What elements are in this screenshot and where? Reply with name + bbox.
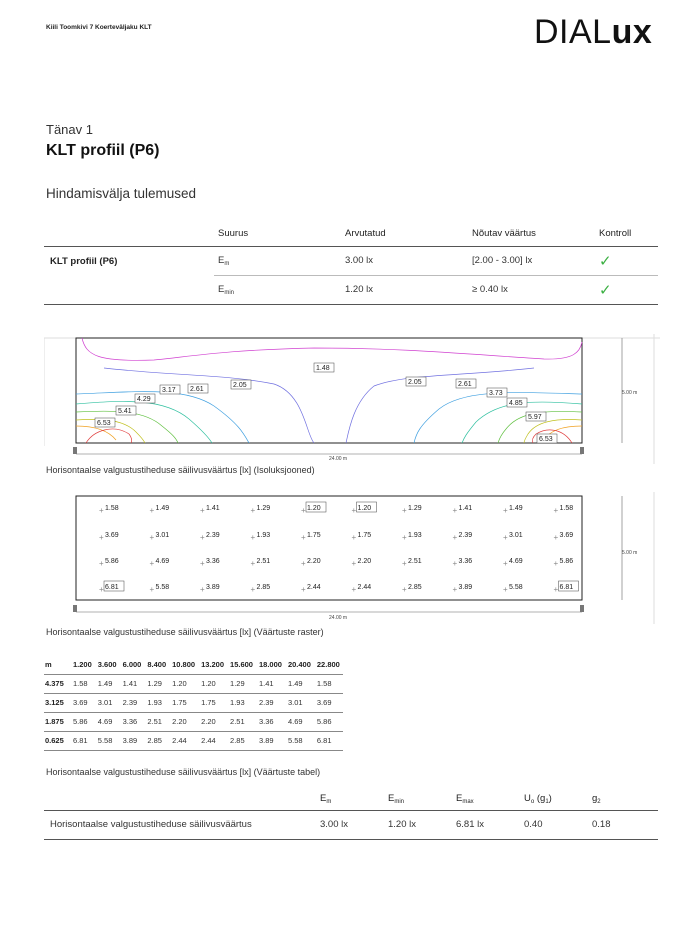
value-cell: 3.69 — [314, 693, 343, 712]
raster-value: 2.51 — [408, 558, 422, 565]
col-kontroll: Kontroll — [595, 222, 658, 246]
width-dimension: 24.00 m — [329, 615, 348, 621]
grid-point-icon: + — [149, 506, 155, 515]
raster-value: 5.86 — [559, 558, 574, 565]
value-cell: 4.69 — [95, 712, 120, 731]
x-header: 8.400 — [144, 655, 169, 674]
value-cell: 1.20 — [198, 674, 227, 693]
iso-caption: Horisontaalse valgustustiheduse säilivusväärtus [lx] (Isoluksjooned) — [46, 465, 315, 475]
raster-value: 1.29 — [408, 505, 422, 512]
raster-value: 2.20 — [357, 558, 372, 565]
value-cell: 2.85 — [144, 731, 169, 750]
value-cell: 5.58 — [95, 731, 120, 750]
col-arvutatud: Arvutatud — [341, 222, 468, 246]
summary-g2: 0.18 — [592, 810, 658, 839]
y-label: 1.875 — [44, 712, 70, 731]
grid-point-icon: + — [351, 506, 357, 515]
iso-label: 5.41 — [118, 408, 132, 415]
grid-point-icon: + — [99, 559, 104, 568]
iso-label: 3.73 — [489, 390, 503, 397]
grid-point-icon: + — [301, 533, 306, 542]
page-title: KLT profiil (P6) — [46, 142, 160, 159]
col-g2: $g_2$ — [592, 788, 658, 810]
section-title: Hindamisvälja tulemused — [46, 186, 197, 201]
value-table — [44, 655, 343, 751]
raster-value: 5.58 — [509, 584, 523, 591]
value-cell: 2.39 — [120, 693, 145, 712]
raster-value: 2.20 — [307, 558, 321, 565]
grid-point-icon: + — [149, 559, 155, 568]
value-cell: 2.51 — [227, 712, 256, 731]
project-name: Kiili Toomkivi 7 Koerteväljaku KLT — [46, 24, 152, 31]
grid-point-icon: + — [553, 533, 559, 542]
raster-value: 2.39 — [206, 532, 220, 539]
value-cell: 3.01 — [285, 693, 314, 712]
iso-label: 2.61 — [190, 386, 204, 393]
table-row — [44, 674, 343, 693]
row-name: KLT profiil (P6) — [44, 246, 214, 304]
grid-point-icon: + — [452, 559, 458, 568]
raster-value: 5.58 — [155, 584, 170, 591]
iso-label: 4.29 — [137, 396, 151, 403]
grid-point-icon: + — [250, 533, 256, 542]
iso-label: 2.05 — [408, 379, 422, 386]
raster-value: 2.44 — [307, 584, 321, 591]
grid-point-icon: + — [402, 585, 407, 594]
grid-point-icon: + — [250, 506, 256, 515]
raster-value: 1.75 — [307, 532, 321, 539]
value-cell: 2.85 — [227, 731, 256, 750]
raster-value: 1.49 — [509, 505, 523, 512]
grid-point-icon: + — [553, 585, 559, 594]
grid-point-icon: + — [200, 585, 205, 594]
raster-value: 4.69 — [509, 558, 523, 565]
raster-value: 1.29 — [256, 505, 271, 512]
raster-value: 2.85 — [408, 584, 422, 591]
value-cell: 5.86 — [314, 712, 343, 731]
value-cell: 1.75 — [198, 693, 227, 712]
x-header: 18.000 — [256, 655, 285, 674]
grid-point-icon: + — [553, 506, 559, 515]
raster-value: 1.41 — [206, 505, 220, 512]
summary-uo: 0.40 — [524, 810, 592, 839]
quantity-cell: $E_m$ — [214, 246, 341, 275]
x-header: 15.600 — [227, 655, 256, 674]
grid-point-icon: + — [301, 506, 306, 515]
raster-value: 5.86 — [105, 558, 119, 565]
height-dimension: 5.00 m — [622, 550, 638, 556]
page-subtitle: Tänav 1 — [46, 122, 93, 137]
value-cell: 1.49 — [285, 674, 314, 693]
summary-name: Horisontaalse valgustustiheduse säilivusväärtus — [44, 810, 320, 839]
raster-value: 3.69 — [105, 532, 119, 539]
raster-value: 2.85 — [256, 584, 271, 591]
raster-value: 3.89 — [206, 584, 220, 591]
table-row — [44, 712, 343, 731]
mast-left-icon — [73, 605, 77, 612]
raster-value: 1.41 — [458, 505, 473, 512]
value-cell: 1.41 — [256, 674, 285, 693]
raster-value: 2.39 — [458, 532, 473, 539]
grid-point-icon: + — [402, 559, 407, 568]
value-cell: 4.69 — [285, 712, 314, 731]
table-row — [44, 731, 343, 750]
calc-cell: 1.20 lx — [341, 275, 468, 304]
col-em: $E_m$ — [320, 788, 388, 810]
height-dimension: 5.00 m — [622, 390, 638, 396]
value-cell: 1.41 — [120, 674, 145, 693]
grid-point-icon: + — [452, 585, 458, 594]
grid-point-icon: + — [402, 506, 407, 515]
grid-point-icon: + — [301, 559, 306, 568]
grid-point-icon: + — [503, 559, 508, 568]
table-row — [44, 693, 343, 712]
dialux-logo — [534, 12, 652, 52]
value-cell: 3.01 — [95, 693, 120, 712]
value-cell: 1.58 — [70, 674, 95, 693]
value-cell: 3.36 — [120, 712, 145, 731]
grid-point-icon: + — [503, 506, 508, 515]
grid-point-icon: + — [351, 533, 357, 542]
iso-label: 6.53 — [539, 436, 553, 443]
x-header: 6.000 — [120, 655, 145, 674]
value-cell: 1.93 — [227, 693, 256, 712]
col-emax: $E_{max}$ — [456, 788, 524, 810]
value-cell: 1.29 — [144, 674, 169, 693]
summary-em: 3.00 lx — [320, 810, 388, 839]
summary-emax: 6.81 lx — [456, 810, 524, 839]
value-cell: 6.81 — [314, 731, 343, 750]
value-cell: 2.51 — [144, 712, 169, 731]
corner-label: m — [44, 655, 70, 674]
x-header: 3.600 — [95, 655, 120, 674]
raster-value: 1.49 — [155, 505, 170, 512]
value-cell: 2.44 — [169, 731, 198, 750]
grid-point-icon: + — [250, 585, 256, 594]
raster-value: 2.44 — [357, 584, 372, 591]
value-cell: 6.81 — [70, 731, 95, 750]
iso-label: 2.05 — [233, 382, 247, 389]
grid-point-icon: + — [503, 533, 508, 542]
value-cell: 3.36 — [256, 712, 285, 731]
grid-point-icon: + — [149, 585, 155, 594]
x-header: 1.200 — [70, 655, 95, 674]
grid-point-icon: + — [553, 559, 559, 568]
grid-point-icon: + — [351, 559, 357, 568]
x-header: 10.800 — [169, 655, 198, 674]
value-cell: 1.75 — [169, 693, 198, 712]
raster-value: 3.36 — [206, 558, 220, 565]
raster-value: 1.93 — [408, 532, 422, 539]
value-cell: 2.39 — [256, 693, 285, 712]
x-header: 20.400 — [285, 655, 314, 674]
results-table — [44, 222, 658, 305]
grid-point-icon: + — [402, 533, 407, 542]
value-cell: 2.20 — [198, 712, 227, 731]
raster-value: 1.58 — [559, 505, 574, 512]
value-cell: 3.69 — [70, 693, 95, 712]
grid-point-icon: + — [452, 533, 458, 542]
logo-light: DIAL — [534, 13, 612, 51]
raster-value: 3.01 — [509, 532, 523, 539]
grid-point-icon: + — [99, 506, 104, 515]
value-cell: 3.89 — [256, 731, 285, 750]
check-icon: ✓ — [599, 252, 612, 270]
raster-value: 4.69 — [155, 558, 170, 565]
mast-left-icon — [73, 447, 77, 454]
check-icon: ✓ — [599, 281, 612, 299]
col-emin: $E_{min}$ — [388, 788, 456, 810]
req-cell: [2.00 - 3.00] lx — [468, 246, 595, 275]
raster-value: 3.89 — [458, 584, 473, 591]
iso-label: 4.85 — [509, 400, 523, 407]
y-label: 0.625 — [44, 731, 70, 750]
iso-label: 1.48 — [316, 365, 330, 372]
value-cell: 1.49 — [95, 674, 120, 693]
raster-value: 6.81 — [559, 584, 574, 591]
x-header: 22.800 — [314, 655, 343, 674]
col-uo: $U_o$ $(g_1)$ — [524, 788, 592, 810]
raster-caption: Horisontaalse valgustustiheduse säilivusväärtus [lx] (Väärtuste raster) — [46, 627, 324, 637]
raster-value: 1.93 — [256, 532, 271, 539]
col-suurus: Suurus — [214, 222, 341, 246]
raster-value: 3.69 — [559, 532, 574, 539]
grid-point-icon: + — [149, 533, 155, 542]
grid-point-icon: + — [351, 585, 357, 594]
raster-value: 2.51 — [256, 558, 271, 565]
raster-value: 3.01 — [155, 532, 170, 539]
y-label: 3.125 — [44, 693, 70, 712]
table-row — [44, 810, 658, 839]
grid-point-icon: + — [99, 533, 104, 542]
isoline-diagram — [44, 334, 660, 464]
table-row — [44, 246, 658, 275]
mast-right-icon — [580, 447, 584, 454]
x-header: 13.200 — [198, 655, 227, 674]
quantity-cell: $E_{min}$ — [214, 275, 341, 304]
value-cell: 2.44 — [198, 731, 227, 750]
raster-diagram — [44, 492, 660, 624]
value-cell: 2.20 — [169, 712, 198, 731]
value-cell: 1.93 — [144, 693, 169, 712]
grid-point-icon: + — [250, 559, 256, 568]
grid-point-icon: + — [200, 559, 205, 568]
grid-point-icon: + — [99, 585, 104, 594]
grid-point-icon: + — [452, 506, 458, 515]
raster-value: 1.20 — [357, 505, 372, 512]
value-cell: 1.29 — [227, 674, 256, 693]
req-cell: ≥ 0.40 lx — [468, 275, 595, 304]
grid-point-icon: + — [301, 585, 306, 594]
iso-label: 3.17 — [162, 387, 176, 394]
raster-value: 1.58 — [105, 505, 119, 512]
iso-label: 5.97 — [528, 414, 542, 421]
value-cell: 1.20 — [169, 674, 198, 693]
grid-point-icon: + — [200, 506, 205, 515]
value-cell: 5.58 — [285, 731, 314, 750]
y-label: 4.375 — [44, 674, 70, 693]
raster-value: 1.20 — [307, 505, 321, 512]
value-cell: 5.86 — [70, 712, 95, 731]
grid-point-icon: + — [200, 533, 205, 542]
iso-label: 2.61 — [458, 381, 472, 388]
summary-emin: 1.20 lx — [388, 810, 456, 839]
grid-point-icon: + — [503, 585, 508, 594]
value-cell: 1.58 — [314, 674, 343, 693]
raster-value: 3.36 — [458, 558, 473, 565]
width-dimension: 24.00 m — [329, 456, 348, 462]
iso-label: 6.53 — [97, 420, 111, 427]
summary-table — [44, 788, 658, 840]
table-caption: Horisontaalse valgustustiheduse säilivusväärtus [lx] (Väärtuste tabel) — [46, 767, 321, 777]
mast-right-icon — [580, 605, 584, 612]
raster-value: 1.75 — [357, 532, 372, 539]
calc-cell: 3.00 lx — [341, 246, 468, 275]
logo-bold: ux — [611, 13, 653, 51]
raster-value: 6.81 — [105, 584, 119, 591]
value-cell: 3.89 — [120, 731, 145, 750]
col-noutav: Nõutav väärtus — [468, 222, 595, 246]
